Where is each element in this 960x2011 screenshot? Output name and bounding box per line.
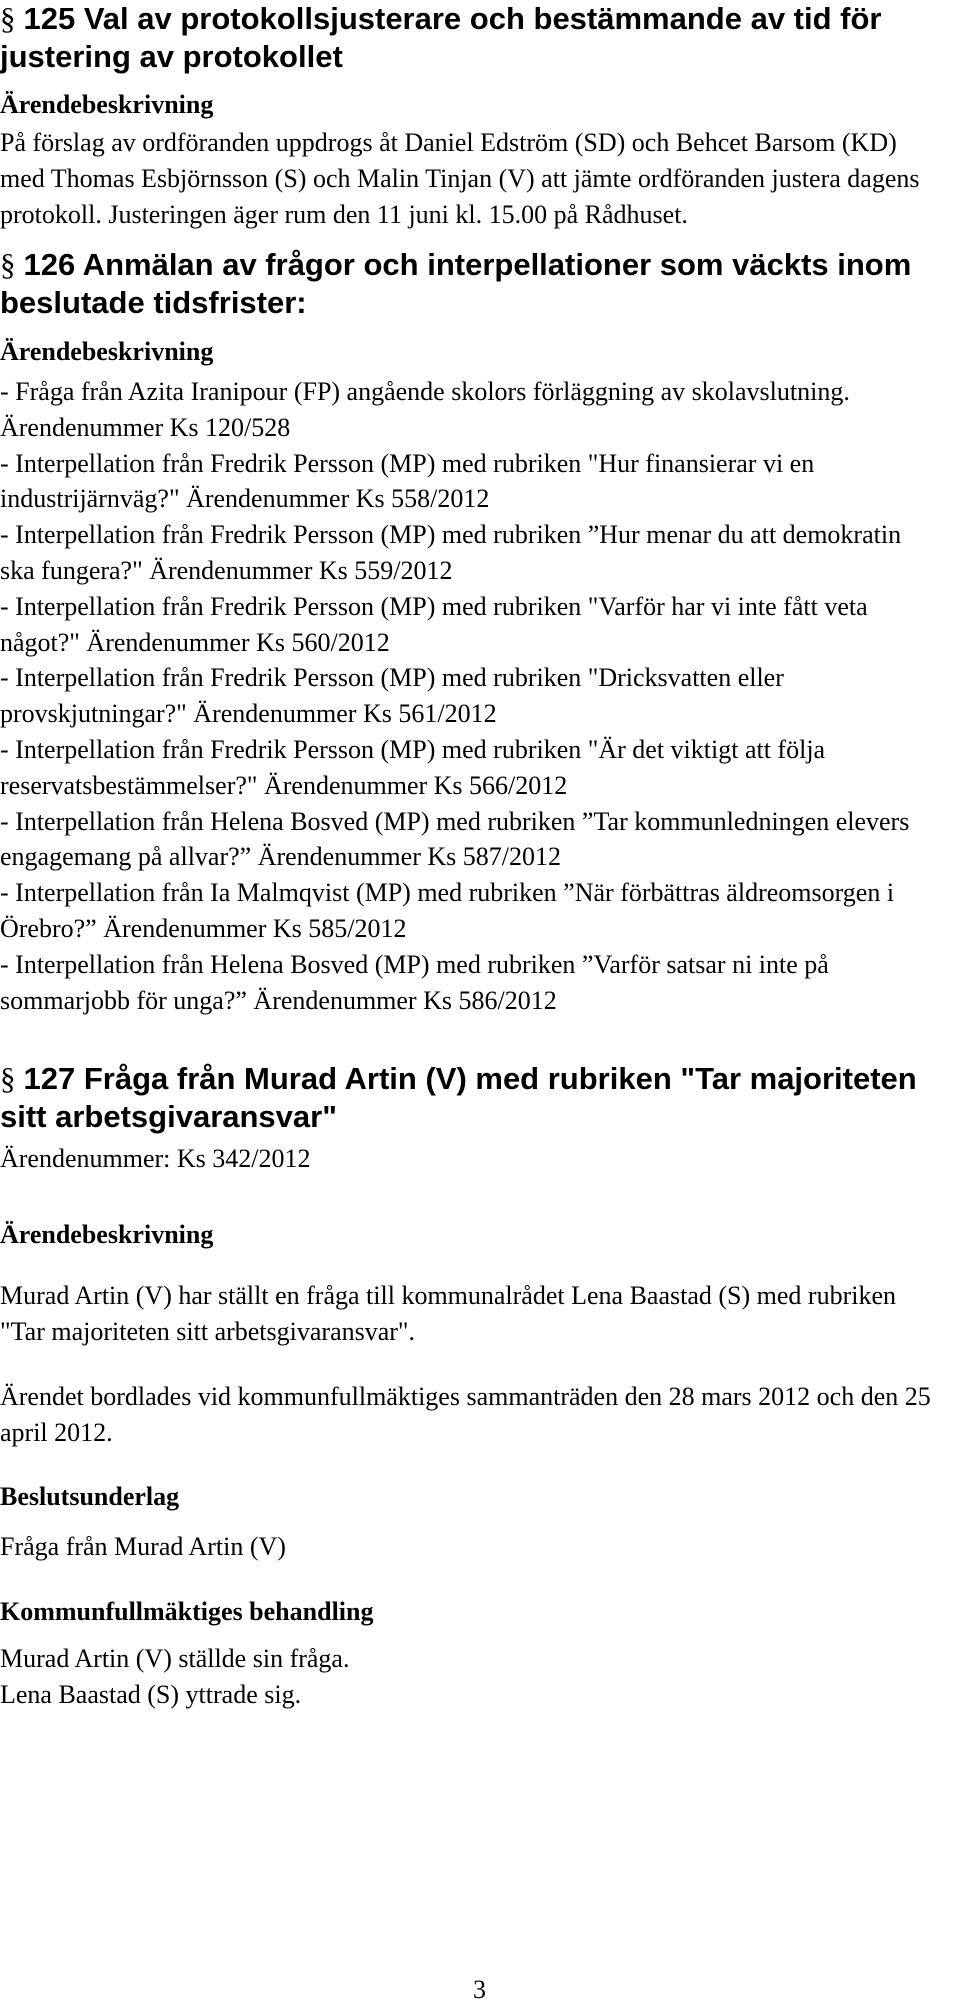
section-125-title: 125 Val av protokollsjusterare och bestämmande av tid för justering av protokollet (0, 1, 882, 74)
list-item: - Interpellation från Fredrik Persson (MP) med rubriken "Dricksvatten eller provskjutningar?" Ärendenummer Ks 561/2012 (0, 663, 784, 729)
section-127-description-text: Murad Artin (V) har ställt en fråga till kommunalrådet Lena Baastad (S) med rubriken "Tar majoriteten sitt arbetsgivaransvar". (0, 1281, 896, 1346)
paragraph-mark-icon: § (0, 247, 16, 282)
list-item: - Interpellation från Fredrik Persson (MP) med rubriken "Varför har vi inte fått veta något?" Ärendenummer Ks 560/2012 (0, 591, 868, 657)
section-127-tabled-text: Ärendet bordlades vid kommunfullmäktiges sammanträden den 28 mars 2012 och den 25 april 2012. (0, 1382, 931, 1447)
council-handling-label: Kommunfullmäktiges behandling (0, 1597, 374, 1626)
paragraph-mark-icon: § (0, 1, 16, 36)
section-125-description-text: På förslag av ordföranden uppdrogs åt Daniel Edström (SD) och Behcet Barsom (KD) med Thomas Esbjörnsson (S) och Malin Tinjan (V) att jämte ordföranden justera dagens protokoll. Justeringen äger rum den 11 juni kl. 15.00 på Rådhuset. (0, 128, 920, 229)
section-126-title: 126 Anmälan av frågor och interpellationer som väckts inom beslutade tidsfrister: (0, 247, 912, 320)
decision-basis-text: Fråga från Murad Artin (V) (0, 1532, 286, 1561)
paragraph-mark-icon: § (0, 1061, 16, 1096)
decision-basis-label: Beslutsunderlag (0, 1482, 180, 1511)
section-127-description-label: Ärendebeskrivning (0, 1220, 214, 1249)
section-125-description-label: Ärendebeskrivning (0, 90, 214, 119)
list-item: - Interpellation från Helena Bosved (MP) med rubriken ”Tar kommunledningen elevers engagemang på allvar?” Ärendenummer Ks 587/2012 (0, 806, 910, 872)
section-127-heading (0, 1060, 940, 1136)
list-item: - Interpellation från Fredrik Persson (MP) med rubriken "Hur finansierar vi en industrijärnväg?" Ärendenummer Ks 558/2012 (0, 448, 815, 514)
list-item: - Interpellation från Fredrik Persson (MP) med rubriken ”Hur menar du att demokratin ska fungera?" Ärendenummer Ks 559/2012 (0, 520, 902, 585)
section-126-heading (0, 246, 940, 322)
section-127-case-number: Ärendenummer: Ks 342/2012 (0, 1144, 311, 1173)
list-item: - Interpellation från Fredrik Persson (MP) med rubriken "Är det viktigt att följa reservatsbestämmelser?" Ärendenummer Ks 566/2012 (0, 734, 826, 800)
section-126-item-list (0, 374, 935, 1018)
page-number: 3 (473, 1975, 486, 2004)
section-127-title: 127 Fråga från Murad Artin (V) med rubriken "Tar majoriteten sitt arbetsgivaransvar" (0, 1061, 917, 1134)
list-item: - Fråga från Azita Iranipour (FP) angående skolors förläggning av skolavslutning. Ärendenummer Ks 120/528 (0, 377, 850, 442)
section-126-description-label: Ärendebeskrivning (0, 337, 214, 366)
handling-line: Murad Artin (V) ställde sin fråga. (0, 1644, 350, 1673)
council-handling-text (0, 1641, 935, 1713)
list-item: - Interpellation från Ia Malmqvist (MP) med rubriken ”När förbättras äldreomsorgen i Örebro?” Ärendenummer Ks 585/2012 (0, 878, 895, 943)
handling-line: Lena Baastad (S) yttrade sig. (0, 1679, 302, 1709)
section-125-heading (0, 0, 940, 76)
list-item: - Interpellation från Helena Bosved (MP) med rubriken ”Varför satsar ni inte på sommarjobb för unga?” Ärendenummer Ks 586/2012 (0, 949, 829, 1015)
